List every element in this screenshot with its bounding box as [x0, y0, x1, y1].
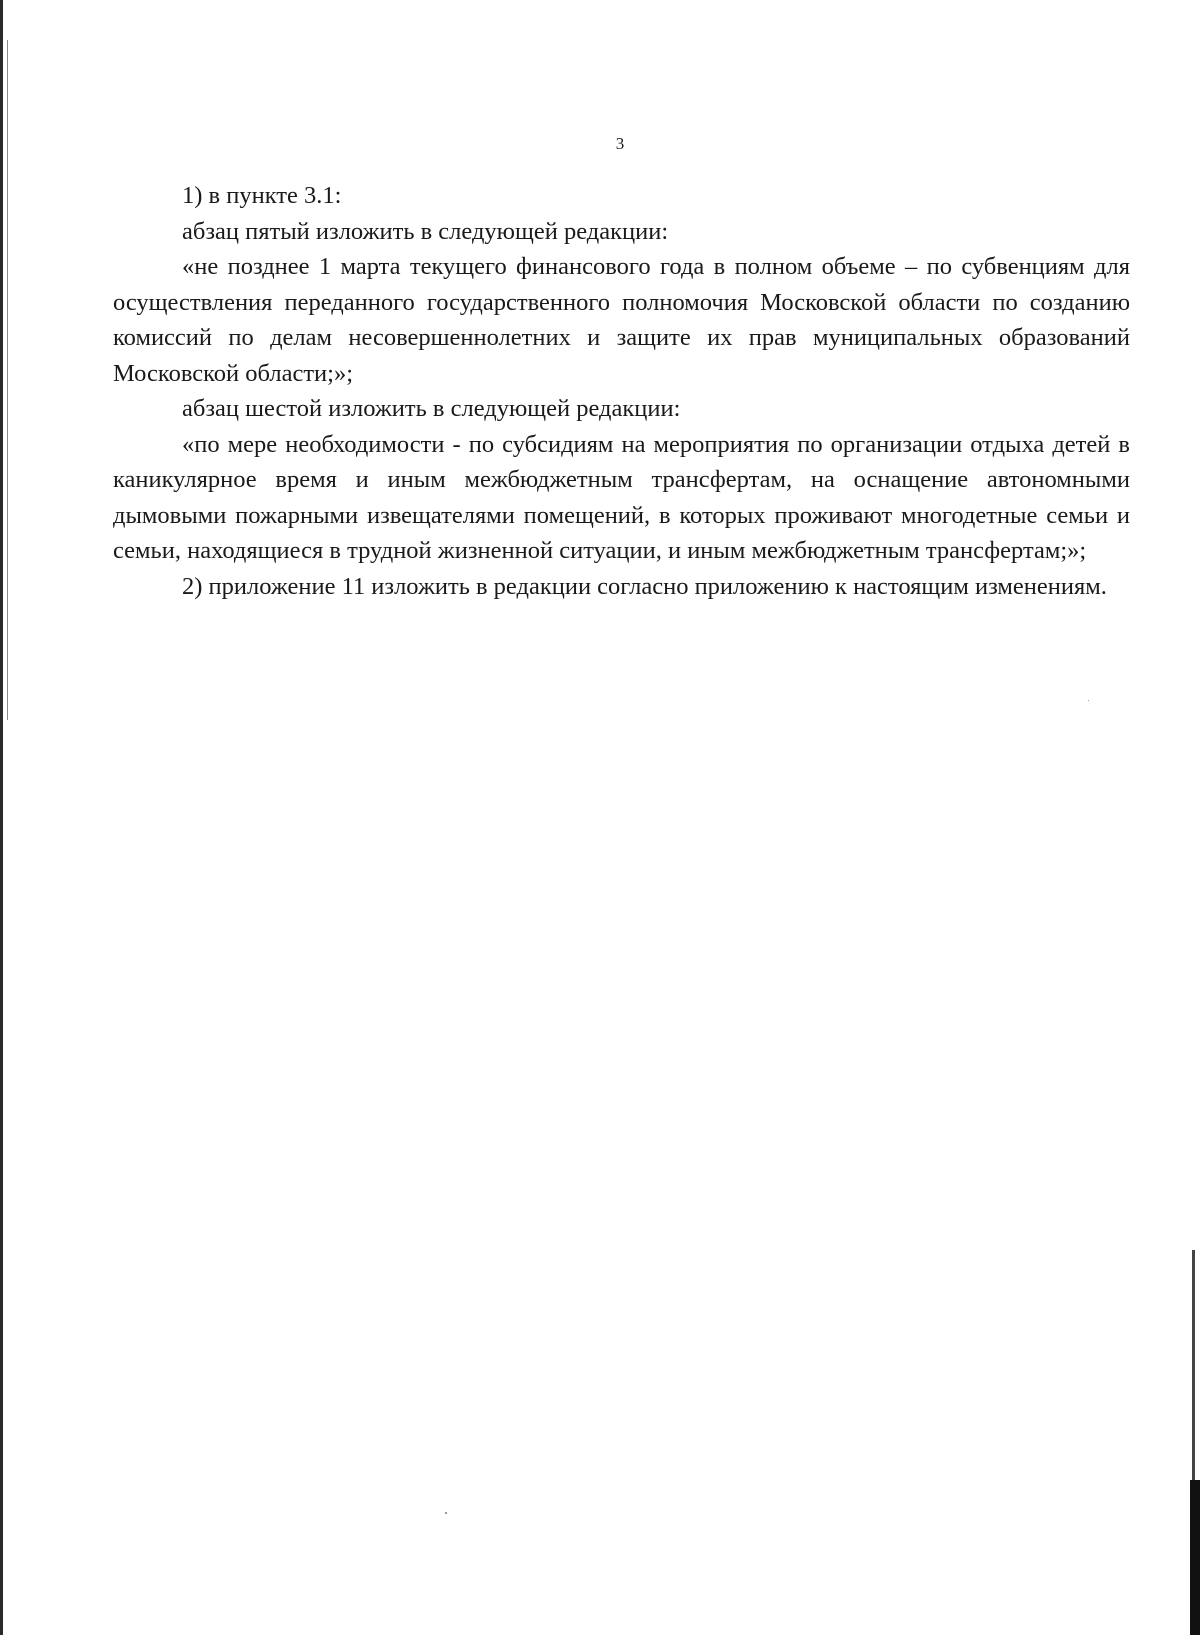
scan-border-left [0, 0, 3, 1635]
paragraph-abzats-6-heading: абзац шестой изложить в следующей редакции: [182, 395, 681, 422]
scan-border-right [1190, 1480, 1200, 1635]
paragraph-item-1: 1) в пункте 3.1: [182, 182, 342, 209]
scan-speck [445, 1512, 447, 1514]
document-body [113, 178, 1130, 604]
page-number: 3 [615, 134, 625, 153]
paragraph-abzats-6-text: «по мере необходимости - по субсидиям на мероприятия по организации отдыха детей в каникулярное время и иным межбюджетным трансфертам, на оснащение автономными дымовыми пожарными извещателями помещений, в которых проживают многодетные семьи и семьи, находящиеся в трудной жизненной ситуации, и иным межбюджетным трансфертам;»; [113, 430, 1130, 564]
paragraph-abzats-5-heading: абзац пятый изложить в следующей редакции: [182, 217, 669, 245]
paragraph-abzats-5-text: «не позднее 1 марта текущего финансового года в полном объеме – по субвенциям для осуществления переданного государственного полномочия Московской области по созданию комиссий по делам несовершеннолетних и защите их прав муниципальных образований Московской области;»; [113, 253, 1130, 387]
scan-border-right-inner [1192, 1250, 1195, 1485]
scan-speck [1088, 700, 1089, 701]
paragraph-item-2: 2) приложение 11 изложить в редакции согласно приложению к настоящим изменениям. [182, 572, 1107, 600]
